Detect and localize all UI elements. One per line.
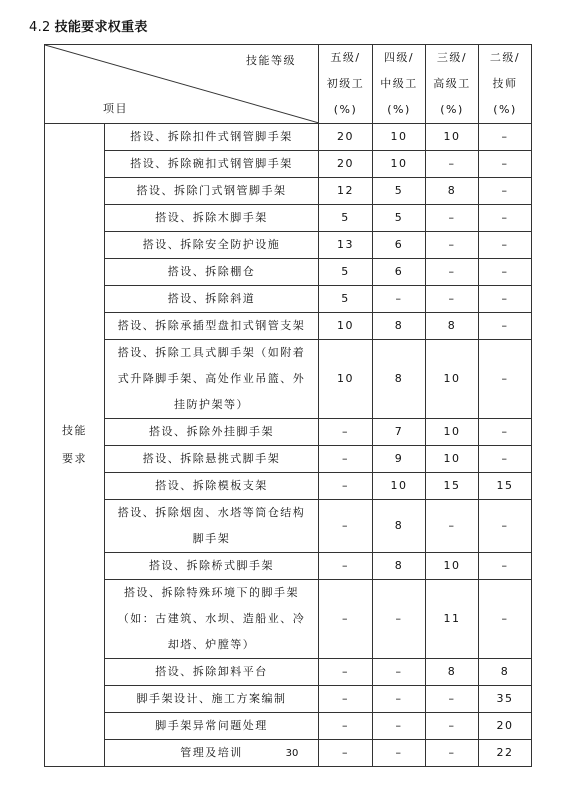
weight-cell: 15 (426, 473, 479, 500)
weight-cell: 10 (426, 446, 479, 473)
item-name-cell: 搭设、拆除棚仓 (105, 259, 319, 286)
weight-cell: 11 (426, 580, 479, 659)
weight-cell: 20 (319, 124, 373, 151)
item-label: 项目 (103, 102, 128, 115)
weight-cell: – (319, 473, 373, 500)
weight-cell: – (479, 259, 532, 286)
item-name-cell: 搭设、拆除外挂脚手架 (105, 419, 319, 446)
weight-cell: 8 (373, 313, 426, 340)
table-row (45, 446, 532, 473)
weight-cell: – (426, 500, 479, 553)
weight-cell: 8 (373, 500, 426, 553)
weight-cell: – (479, 553, 532, 580)
weight-cell: 22 (479, 740, 532, 767)
weight-cell: – (373, 580, 426, 659)
weight-cell: – (426, 259, 479, 286)
weight-cell: – (479, 124, 532, 151)
table-row (45, 205, 532, 232)
weight-cell: – (479, 340, 532, 419)
table-row (45, 659, 532, 686)
item-name-cell: 搭设、拆除卸料平台 (105, 659, 319, 686)
weight-cell: 8 (426, 178, 479, 205)
item-name-cell: 搭设、拆除木脚手架 (105, 205, 319, 232)
weight-cell: 10 (373, 124, 426, 151)
skill-level-label: 技能等级 (246, 54, 296, 67)
level-header: 二级/ 技师 (%) (479, 45, 532, 124)
table-row (45, 313, 532, 340)
weight-cell: – (426, 286, 479, 313)
header-row (45, 45, 532, 124)
level-header: 四级/ 中级工 (%) (373, 45, 426, 124)
weight-cell: – (373, 713, 426, 740)
item-name-cell: 脚手架异常问题处理 (105, 713, 319, 740)
item-name-cell: 搭设、拆除扣件式钢管脚手架 (105, 124, 319, 151)
weight-cell: – (479, 178, 532, 205)
weight-cell: – (479, 205, 532, 232)
weight-cell: – (373, 686, 426, 713)
weight-cell: 8 (373, 340, 426, 419)
weight-cell: 7 (373, 419, 426, 446)
weight-cell: – (373, 659, 426, 686)
weight-cell: 10 (373, 473, 426, 500)
table-row (45, 580, 532, 659)
weight-cell: – (426, 205, 479, 232)
item-name-cell: 搭设、拆除工具式脚手架（如附着 式升降脚手架、高处作业吊篮、外 挂防护架等） (105, 340, 319, 419)
weight-cell: 20 (319, 151, 373, 178)
weight-cell: – (319, 419, 373, 446)
item-name-cell: 搭设、拆除门式钢管脚手架 (105, 178, 319, 205)
weight-cell: – (426, 740, 479, 767)
weight-cell: 8 (373, 553, 426, 580)
item-name-cell: 搭设、拆除悬挑式脚手架 (105, 446, 319, 473)
table-row (45, 500, 532, 553)
table-row (45, 553, 532, 580)
weight-cell: – (426, 686, 479, 713)
weight-cell: – (426, 232, 479, 259)
weight-cell: – (373, 286, 426, 313)
weight-cell: 6 (373, 259, 426, 286)
category-cell: 技能 要求 (45, 124, 105, 767)
weight-cell: 12 (319, 178, 373, 205)
weight-cell: – (426, 151, 479, 178)
weight-cell: 5 (319, 205, 373, 232)
table-row (45, 259, 532, 286)
weight-cell: 15 (479, 473, 532, 500)
table-row (45, 340, 532, 419)
item-name-cell: 搭设、拆除碗扣式钢管脚手架 (105, 151, 319, 178)
section-title: 技能要求权重表 (54, 20, 148, 35)
weight-cell: 8 (426, 659, 479, 686)
table-row (45, 232, 532, 259)
table-row (45, 178, 532, 205)
weight-cell: – (319, 713, 373, 740)
item-name-cell: 搭设、拆除承插型盘扣式钢管支架 (105, 313, 319, 340)
weight-cell: – (319, 580, 373, 659)
weight-cell: – (479, 446, 532, 473)
item-name-cell: 管理及培训 (105, 740, 319, 767)
weight-cell: – (479, 580, 532, 659)
section-number: 4.2 (29, 20, 51, 35)
weight-cell: 35 (479, 686, 532, 713)
item-name-cell: 搭设、拆除烟囱、水塔等筒仓结构 脚手架 (105, 500, 319, 553)
weight-cell: – (319, 740, 373, 767)
table-row (45, 286, 532, 313)
item-name-cell: 脚手架设计、施工方案编制 (105, 686, 319, 713)
weight-cell: – (479, 313, 532, 340)
section-heading (29, 16, 148, 35)
weight-cell: – (479, 232, 532, 259)
weight-cell: – (319, 446, 373, 473)
weight-cell: – (479, 500, 532, 553)
weight-cell: 20 (479, 713, 532, 740)
item-name-cell: 搭设、拆除桥式脚手架 (105, 553, 319, 580)
weight-cell: 10 (319, 340, 373, 419)
weight-cell: – (319, 500, 373, 553)
weight-cell: 5 (373, 205, 426, 232)
weight-cell: – (426, 713, 479, 740)
weight-cell: 5 (319, 259, 373, 286)
weight-cell: – (319, 553, 373, 580)
weight-cell: 10 (373, 151, 426, 178)
item-name-cell: 搭设、拆除安全防护设施 (105, 232, 319, 259)
weight-cell: 10 (426, 340, 479, 419)
weight-cell: 6 (373, 232, 426, 259)
weight-cell: 9 (373, 446, 426, 473)
table-row (45, 713, 532, 740)
weight-cell: 8 (479, 659, 532, 686)
level-header: 五级/ 初级工 (%) (319, 45, 373, 124)
weight-cell: – (479, 419, 532, 446)
weight-cell: 5 (319, 286, 373, 313)
weight-cell: – (479, 286, 532, 313)
table-row (45, 124, 532, 151)
item-name-cell: 搭设、拆除斜道 (105, 286, 319, 313)
weight-cell: 10 (426, 124, 479, 151)
weight-cell: 10 (319, 313, 373, 340)
page-number: 30 (285, 748, 299, 759)
level-header: 三级/ 高级工 (%) (426, 45, 479, 124)
weight-cell: – (319, 686, 373, 713)
weight-cell: 5 (373, 178, 426, 205)
weight-cell: 8 (426, 313, 479, 340)
weight-cell: 13 (319, 232, 373, 259)
table-row (45, 419, 532, 446)
weight-cell: 10 (426, 553, 479, 580)
weight-cell: – (319, 659, 373, 686)
table-row (45, 473, 532, 500)
weight-cell: – (479, 151, 532, 178)
item-name-cell: 搭设、拆除特殊环境下的脚手架 （如：古建筑、水坝、造船业、冷 却塔、炉膛等） (105, 580, 319, 659)
table-row (45, 151, 532, 178)
skill-weight-table (44, 44, 532, 767)
weight-cell: – (373, 740, 426, 767)
item-name-cell: 搭设、拆除模板支架 (105, 473, 319, 500)
table-row (45, 686, 532, 713)
weight-cell: 10 (426, 419, 479, 446)
diagonal-header-cell (45, 45, 319, 124)
